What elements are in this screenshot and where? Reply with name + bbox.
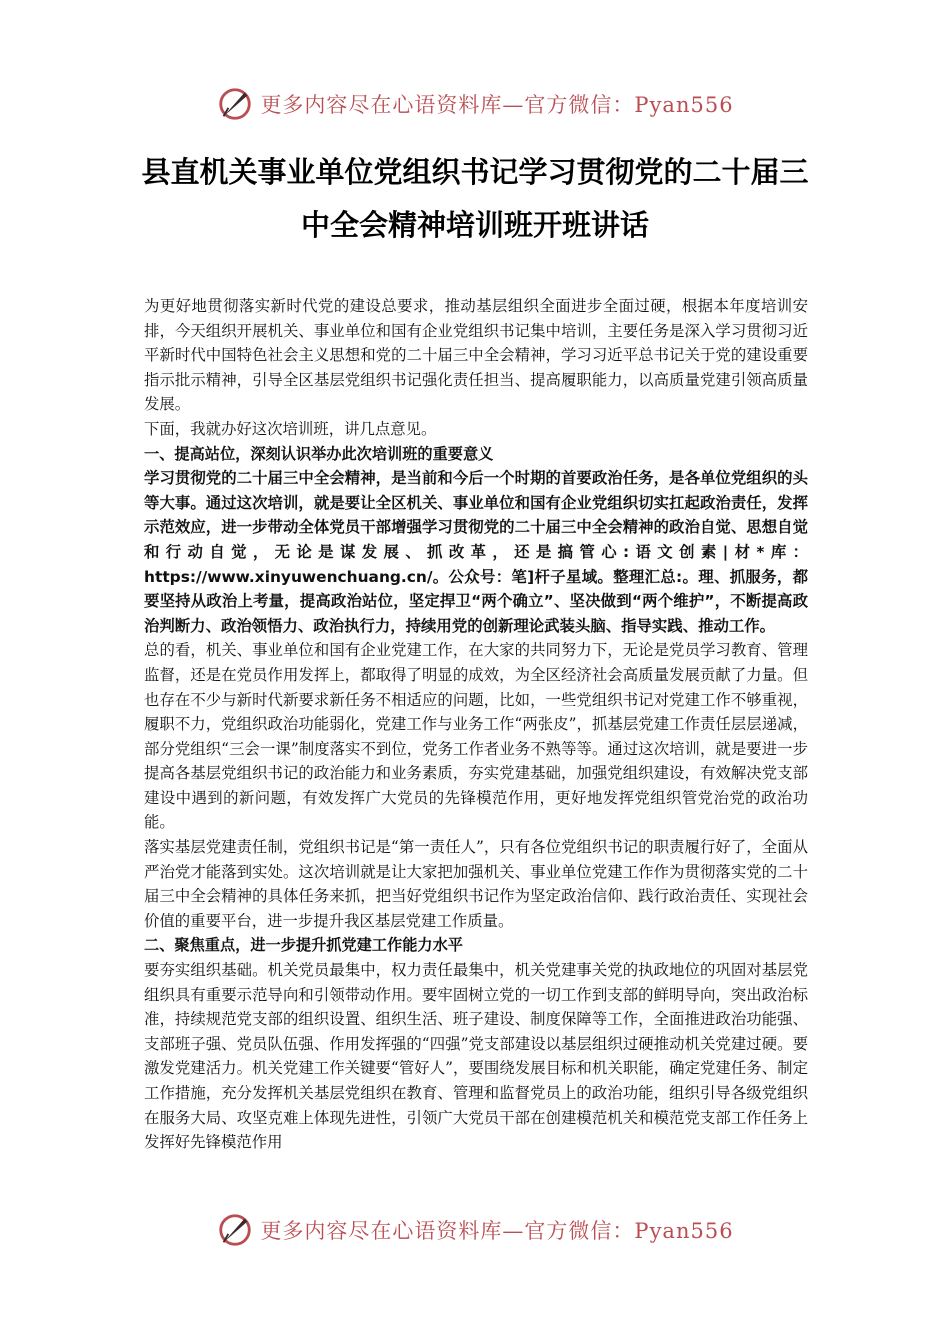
title-line-1: 县直机关事业单位党组织书记学习贯彻党的二十届三 <box>141 155 809 189</box>
paragraph-bold-emphasis: 学习贯彻党的二十届三中全会精神，是当前和今后一个时期的首要政治任务，是各单位党组织的头等大事。通过这次培训，就是要让全区机关、事业单位和国有企业党组织切实扛起政治责任，发挥示范效应，进一步带动全体党员干部增强学习贯彻党的二十届三中全会精神的政治自觉、思想自觉和行动自觉，无论是谋发展、抓改革，还是搞管心:语文创素|材*库：https://www.xinyuwenchuang.cn/。公众号：笔]杆子星域。整理汇总:。理、抓服务，都要坚持从政治上考量，提高政治站位，坚定捍卫“两个确立”、坚决做到“两个维护”，不断提高政治判断力、政治领悟力、政治执行力，持续用党的创新理论武装头脑、指导实践、推动工作。 <box>144 469 808 635</box>
paragraph-organization: 要夯实组织基础。机关党员最集中，权力责任最集中，机关党建事关党的执政地位的巩固对基层党组织具有重要示范导向和引领带动作用。要牢固树立党的一切工作到支部的鲜明导向，突出政治标准，持续规范党支部的组织设置、组织生活、班子建设、制度保障等工作，全面推进政治功能强、支部班子强、党员队伍强、作用发挥强的“四强”党支部建设以基层组织过硬推动机关党建过硬。要激发党建活力。机关党建工作关键要“管好人”，要围绕发展目标和机关职能，确定党建任务、制定工作措施，充分发挥机关基层党组织在教育、管理和监督党员上的政治功能，组织引导各级党组织在服务大局、攻坚克难上体现先进性，引领广大党员干部在创建模范机关和模范党支部工作任务上发挥好先锋模范作用 <box>144 961 808 1152</box>
document-title <box>100 146 850 252</box>
document-body <box>144 294 808 1155</box>
section-heading-2: 二、聚焦重点，进一步提升抓党建工作能力水平 <box>144 936 463 955</box>
title-line-2: 中全会精神培训班开班讲话 <box>300 208 649 242</box>
paragraph-transition: 下面，我就办好这次培训班，讲几点意见。 <box>144 419 437 438</box>
footer-watermark-text: 更多内容尽在心语资料库—官方微信：Pyan556 <box>260 1219 734 1243</box>
header-watermark-banner <box>0 82 950 126</box>
paragraph-responsibility: 落实基层党建责任制，党组织书记是“第一责任人”，只有各位党组织书记的职责履行好了，全面从严治党才能落到实处。这次培训就是让大家把加强机关、事业单位党建工作作为贯彻落实党的二十届三中全会精神的具体任务来抓，把当好党组织书记作为坚定政治信仰、践行政治责任、实现社会价值的重要平台，进一步提升我区基层党建工作质量。 <box>144 838 808 930</box>
quill-logo-icon <box>216 1211 254 1249</box>
quill-logo-icon <box>216 85 254 123</box>
footer-watermark-banner <box>0 1208 950 1252</box>
section-heading-1: 一、提高站位，深刻认识举办此次培训班的重要意义 <box>144 444 494 463</box>
paragraph-overview: 总的看，机关、事业单位和国有企业党建工作，在大家的共同努力下，无论是党员学习教育、管理监督，还是在党员作用发挥上，都取得了明显的成效，为全区经济社会高质量发展贡献了力量。但也存在不少与新时代新要求新任务不相适应的问题，比如，一些党组织书记对党建工作不够重视，履职不力，党组织政治功能弱化，党建工作与业务工作“两张皮”，抓基层党建工作责任层层递减，部分党组织“三会一课”制度落实不到位，党务工作者业务不熟等等。通过这次培训，就是要进一步提高各基层党组织书记的政治能力和业务素质，夯实党建基础，加强党组织建设，有效解决党支部建设中遇到的新问题，有效发挥广大党员的先锋模范作用，更好地发挥党组织管党治党的政治功能。 <box>144 641 808 832</box>
header-watermark-text: 更多内容尽在心语资料库—官方微信：Pyan556 <box>260 93 734 117</box>
paragraph-intro: 为更好地贯彻落实新时代党的建设总要求，推动基层组织全面进步全面过硬，根据本年度培训安排，今天组织开展机关、事业单位和国有企业党组织书记集中培训，主要任务是深入学习贯彻习近平新时代中国特色社会主义思想和党的二十届三中全会精神，学习习近平总书记关于党的建设重要指示批示精神，引导全区基层党组织书记强化责任担当、提高履职能力，以高质量党建引领高质量发展。 <box>144 297 808 414</box>
